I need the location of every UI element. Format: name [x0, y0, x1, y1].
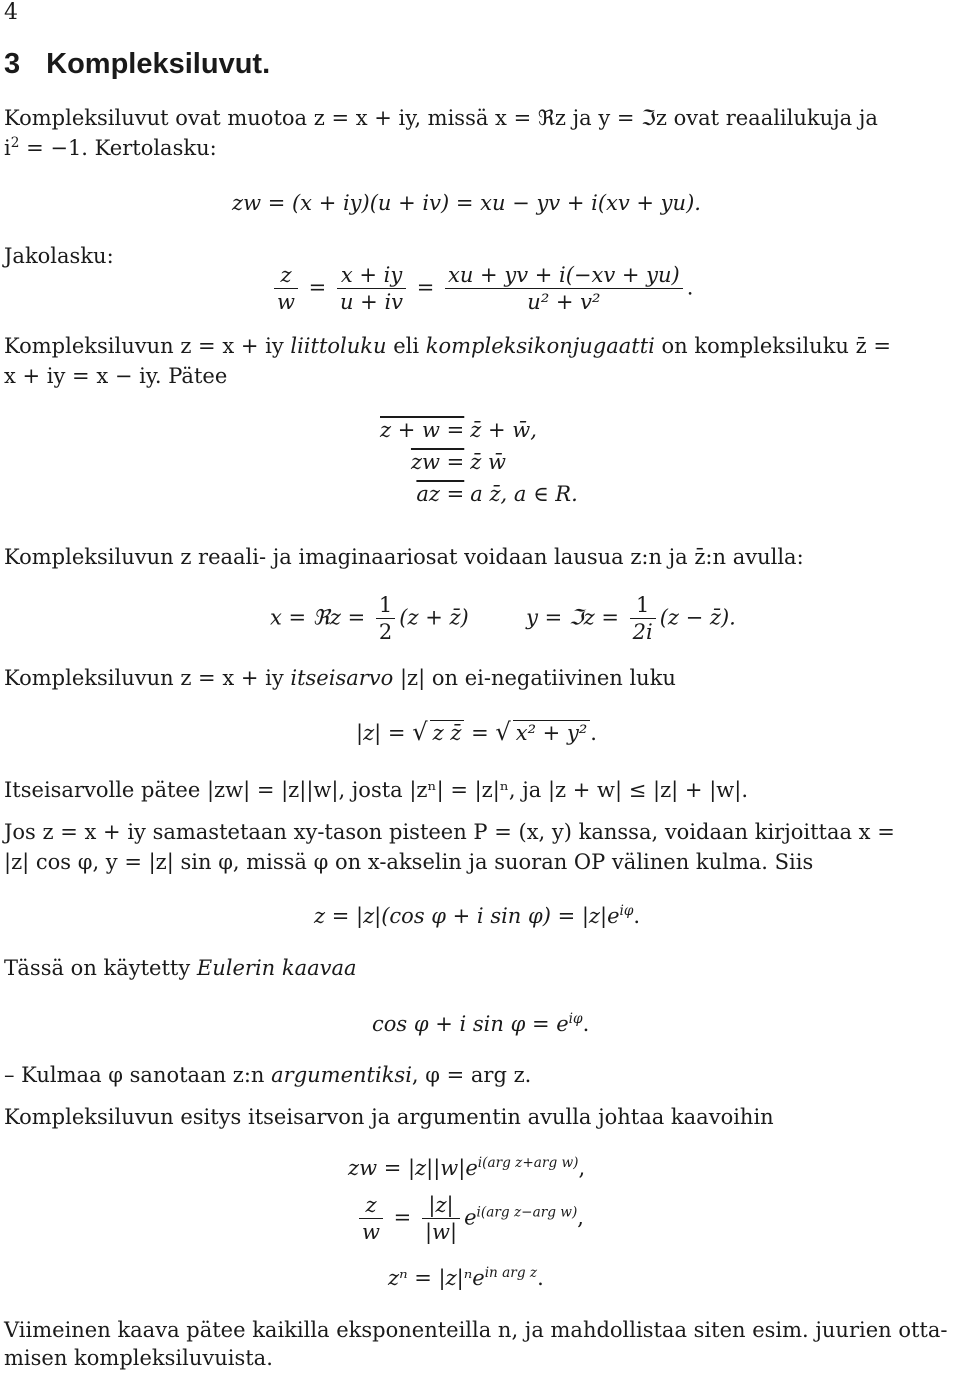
term-liittoluku: liittoluku: [290, 334, 387, 358]
numerator: x + iy: [337, 262, 406, 289]
term-kompleksikonjugaatti: kompleksikonjugaatti: [425, 334, 655, 358]
paragraph-conjugate-line1: [4, 334, 891, 358]
numerator: 1: [630, 592, 656, 619]
comma: ,: [577, 1205, 584, 1230]
paragraph-closing-line2: misen kompleksiluvuista.: [4, 1346, 273, 1370]
text: Kompleksiluvun z = x + iy: [4, 666, 291, 690]
text: zⁿ = |z|ⁿe: [388, 1266, 485, 1290]
radicand: z z̄: [430, 720, 465, 745]
paragraph-real-imag: Kompleksiluvun z reaali- ja imaginaariosat voidaan lausua z:n ja z̄:n avulla:: [4, 545, 804, 569]
paragraph-modulus-properties: Itseisarvolle pätee |zw| = |z||w|, josta |zⁿ| = |z|ⁿ, ja |z + w| ≤ |z| + |w|.: [4, 778, 749, 802]
comma: ,: [578, 1156, 586, 1180]
denominator: u² + v²: [527, 290, 601, 315]
paragraph-polar-line1: Jos z = x + iy samastetaan xy-tason pisteen P = (x, y) kanssa, voidaan kirjoittaa x =: [4, 820, 895, 844]
equation-final-row2: [355, 1192, 584, 1246]
denominator: w: [277, 290, 295, 315]
text: (z + z̄): [399, 605, 469, 630]
period: .: [582, 1012, 590, 1036]
paragraph-modulus: [4, 666, 676, 690]
numerator: |z|: [422, 1192, 460, 1219]
text: |z| on ei-negatiivinen luku: [393, 666, 676, 690]
denominator: 2i: [632, 620, 653, 645]
text: eli: [386, 334, 426, 358]
text: Tässä on käytetty: [4, 956, 197, 980]
rule-left: zw =: [410, 450, 465, 474]
paragraph-polar-line2: |z| cos φ, y = |z| sin φ, missä φ on x-akselin ja suoran OP välinen kulma. Siis: [4, 850, 814, 874]
term-eulerin-kaavaa: Eulerin kaavaa: [196, 956, 357, 980]
fraction-one-half: [376, 592, 395, 646]
section-heading: [4, 48, 270, 81]
equation-polar-form: [314, 903, 640, 928]
text: |z| =: [356, 721, 406, 745]
numerator: z: [274, 262, 298, 289]
equals-sign: =: [393, 1205, 412, 1230]
equation-division: [270, 262, 693, 316]
exponent: iφ: [568, 1011, 583, 1027]
denominator: 2: [378, 620, 393, 645]
paragraph-argument: [4, 1063, 531, 1087]
rule-right: a z̄, a ∈ R.: [470, 482, 578, 506]
period: .: [590, 721, 597, 745]
period: .: [686, 275, 694, 300]
fraction-one-over-2i: [630, 592, 656, 646]
text-kertolasku: = −1. Kertolasku:: [19, 136, 217, 160]
page-number: 4: [4, 0, 18, 25]
denominator: w: [362, 1220, 380, 1245]
numerator: xu + yv + i(−xv + yu): [445, 262, 683, 289]
fraction-xiy-over-uiv: [337, 262, 406, 316]
rule-right: z̄ + w̄,: [470, 418, 537, 442]
equation-final-row1: [348, 1155, 585, 1180]
text: x = ℜz =: [270, 605, 366, 630]
exponent: iφ: [619, 903, 634, 919]
denominator: u + iv: [339, 290, 404, 315]
label-jakolasku: Jakolasku:: [4, 244, 114, 268]
exponent: in arg z: [484, 1265, 538, 1281]
paragraph-closing-line1: Viimeinen kaava pätee kaikilla eksponenteilla n, ja mahdollistaa siten esim. juurien otta-: [4, 1318, 948, 1342]
paragraph-intro-line2: [4, 135, 217, 160]
text: =: [464, 721, 489, 745]
text: , φ = arg z.: [411, 1063, 532, 1087]
text: z = |z|(cos φ + i sin φ) = |z|e: [314, 904, 620, 928]
paragraph-intro-line1: Kompleksiluvut ovat muotoa z = x + iy, missä x = ℜz ja y = ℑz ovat reaalilukuja ja: [4, 106, 878, 130]
text: on kompleksiluku z̄ =: [654, 334, 891, 358]
radicand: x² + y²: [513, 720, 591, 745]
fraction-result: [445, 262, 683, 316]
term-argumentiksi: argumentiksi: [271, 1063, 412, 1087]
section-title: Kompleksiluvut.: [46, 48, 271, 80]
rule-right: z̄ w̄: [470, 450, 506, 474]
text: y = ℑz =: [526, 605, 619, 630]
sqrt-icon: √: [412, 718, 428, 746]
equation-euler: [372, 1011, 589, 1036]
rule-left: z + w =: [380, 418, 465, 442]
section-number: 3: [4, 48, 21, 80]
text: Kompleksiluvun z = x + iy: [4, 334, 291, 358]
term-itseisarvo: itseisarvo: [290, 666, 394, 690]
text: zw = |z||w|e: [348, 1156, 478, 1180]
fraction-modz-over-modw: [422, 1192, 460, 1246]
text: – Kulmaa φ sanotaan z:n: [4, 1063, 272, 1087]
paragraph-euler: [4, 956, 357, 980]
paragraph-conjugate-line2: x + iy = x − iy. Pätee: [4, 364, 228, 388]
text: e: [464, 1205, 477, 1230]
fraction-z-over-w: [359, 1192, 383, 1246]
equation-modulus: [356, 718, 597, 746]
equals-sign: =: [308, 275, 327, 300]
period: .: [537, 1266, 544, 1290]
text: cos φ + i sin φ = e: [372, 1012, 569, 1036]
equation-multiplication: zw = (x + iy)(u + iv) = xu − yv + i(xv + yu).: [232, 191, 701, 215]
exponent: i(arg z+arg w): [477, 1155, 579, 1171]
conjugate-rules: [380, 418, 578, 506]
equals-sign: =: [416, 275, 435, 300]
paragraph-formulas-intro: Kompleksiluvun esitys itseisarvon ja argumentin avulla johtaa kaavoihin: [4, 1105, 774, 1129]
text-i: i: [4, 136, 11, 160]
period: .: [633, 904, 641, 928]
equation-real-imag-parts: [270, 592, 736, 646]
numerator: 1: [376, 592, 395, 619]
equation-final-row3: [388, 1265, 544, 1290]
exponent: i(arg z−arg w): [476, 1204, 578, 1221]
rule-left: az =: [416, 482, 465, 506]
fraction-z-over-w: [274, 262, 298, 316]
denominator: |w|: [424, 1220, 458, 1245]
sqrt-icon: √: [495, 718, 511, 746]
exponent: 2: [10, 135, 20, 151]
text: (z − z̄).: [659, 605, 736, 630]
numerator: z: [359, 1192, 383, 1219]
